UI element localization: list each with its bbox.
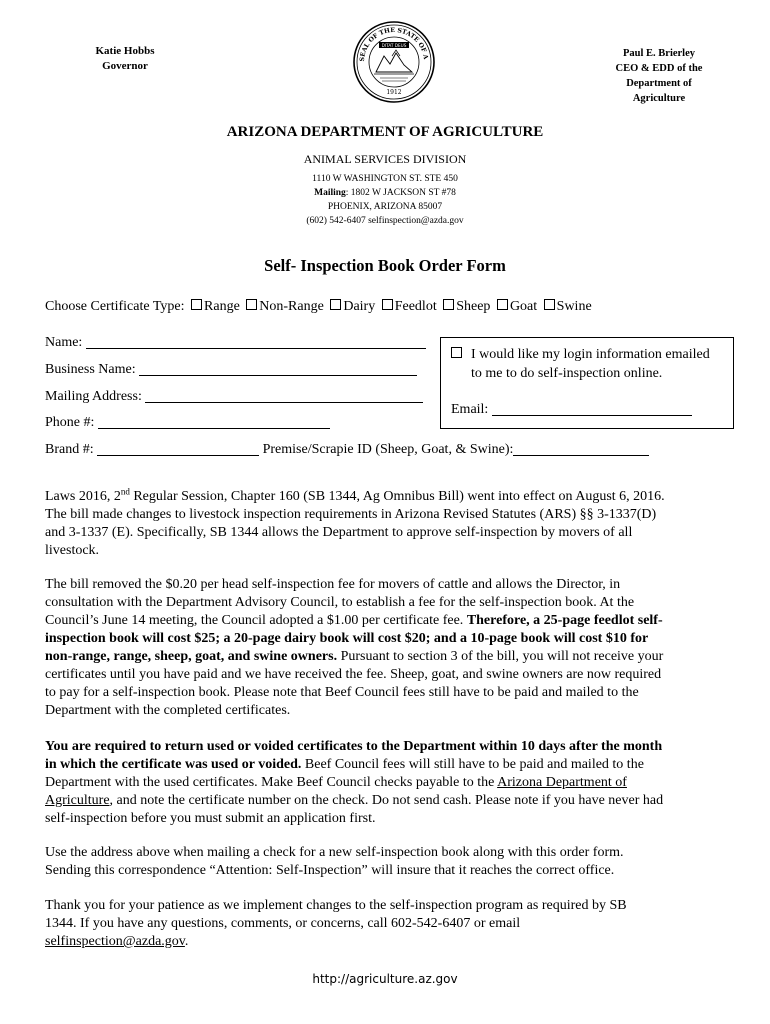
payee-link[interactable]: Arizona Department of <box>497 775 627 790</box>
mailing-address-text: : 1802 W JACKSON ST #78 <box>345 188 456 198</box>
seal-text: SEAL OF THE STATE OF A <box>358 26 429 62</box>
department-title: ARIZONA DEPARTMENT OF AGRICULTURE <box>226 124 544 140</box>
paragraph-fees <box>45 576 735 720</box>
phone-field[interactable] <box>98 415 330 429</box>
checkbox-range[interactable] <box>191 299 202 310</box>
text-line: livestock. <box>45 543 100 558</box>
certificate-type-label: Choose Certificate Type: <box>45 299 189 314</box>
brand-field[interactable] <box>97 442 259 456</box>
seal-banner: DITAT DEUS <box>381 43 407 48</box>
login-request-option <box>451 347 710 363</box>
premise-id-field[interactable] <box>513 442 649 456</box>
bold-text: inspection book will cost $25; a 20-page dairy book will cost $20; and a 10-page book will cost $10 for <box>45 631 649 646</box>
email-link[interactable]: selfinspection@azda.gov <box>45 934 185 949</box>
checkbox-non-range[interactable] <box>246 299 257 310</box>
checkbox-dairy[interactable] <box>330 299 341 310</box>
certificate-type-row <box>45 299 592 315</box>
email-field[interactable] <box>492 402 692 416</box>
street-address: 1110 W WASHINGTON ST. STE 450 <box>312 174 458 184</box>
text-line: and 3-1337 (E). Specifically, SB 1344 allows the Department to approve self-inspection by movers of all <box>45 525 633 540</box>
text-line: Sending this correspondence “Attention: Self-Inspection” will insure that it reaches the correct office. <box>45 863 615 878</box>
paragraph-thanks <box>45 897 735 951</box>
text-line: to pay for a self-inspection book. Please note that Beef Council fees still have to be paid and mailed to the <box>45 685 639 700</box>
text-line: Use the address above when mailing a check for a new self-inspection book along with this order form. <box>45 845 624 860</box>
seal-year: 1912 <box>386 89 402 96</box>
checkbox-label-swine: Swine <box>556 299 592 314</box>
bold-text: in which the certificate was used or voided. <box>45 757 302 772</box>
checkbox-label-feedlot: Feedlot <box>394 299 437 314</box>
brand-label: Brand #: <box>45 442 94 457</box>
login-request-box <box>440 337 734 429</box>
text-line: consultation with the Department Advisory Council, to establish a fee for the self-inspection book. At the <box>45 595 635 610</box>
text-line: The bill made changes to livestock inspection requirements in Arizona Revised Statutes (ARS) §§ 3-1337(D) <box>45 507 657 522</box>
text-line: Pursuant to section 3 of the bill, you will not receive your <box>337 649 664 664</box>
bold-text: You are required to return used or voided certificates to the Department within 10 days after the month <box>45 739 663 754</box>
superscript: nd <box>120 486 130 497</box>
director-title-line: Department of <box>626 78 692 89</box>
email-row <box>451 402 692 418</box>
login-request-text: I would like my login information emailed <box>471 347 710 362</box>
checkbox-label-goat: Goat <box>509 299 538 314</box>
login-request-text-cont: to me to do self-inspection online. <box>471 366 663 381</box>
text-line: Beef Council fees will still have to be paid and mailed to the <box>301 757 644 772</box>
mailing-label: Mailing <box>314 188 346 198</box>
brand-row <box>45 442 649 458</box>
mailing-address-field[interactable] <box>145 389 423 403</box>
text-line: Department with the used certificates. Make Beef Council checks payable to the <box>45 775 498 790</box>
text-line: Council’s June 14 meeting, the Council adopted a $1.00 per certificate fee. <box>45 613 467 628</box>
governor-name: Katie Hobbs <box>95 45 155 57</box>
bold-text: non-range, range, sheep, goat, and swine owners. <box>45 649 338 664</box>
text-line: Department with the completed certificates. <box>45 703 291 718</box>
bold-text: Therefore, a 25-page feedlot self- <box>466 613 663 628</box>
paragraph-laws <box>45 488 735 560</box>
text-line: Thank you for your patience as we implement changes to the self-inspection program as required by SB <box>45 898 627 913</box>
text-line: . <box>184 934 189 949</box>
business-name-row <box>45 362 417 378</box>
director-name: Paul E. Brierley <box>622 48 696 59</box>
payee-link[interactable]: Agriculture <box>45 793 110 808</box>
governor-title: Governor <box>102 60 148 72</box>
text-line: The bill removed the $0.20 per head self-inspection fee for movers of cattle and allows the Director, in <box>45 577 621 592</box>
director-block <box>596 46 722 106</box>
mailing-address <box>0 186 770 200</box>
contact-line: (602) 542-6407 selfinspection@azda.gov <box>306 216 464 226</box>
name-row <box>45 335 426 351</box>
division-name: ANIMAL SERVICES DIVISION <box>303 152 467 166</box>
paragraph-mailing <box>45 844 735 880</box>
text-line: , and note the certificate number on the check. Do not send cash. Please note if you have never had <box>109 793 664 808</box>
mailing-address-label: Mailing Address: <box>45 389 142 404</box>
checkbox-label-dairy: Dairy <box>343 299 376 314</box>
text-line: Laws 2016, 2 <box>45 489 121 504</box>
checkbox-label-sheep: Sheep <box>456 299 491 314</box>
checkbox-swine[interactable] <box>544 299 555 310</box>
name-label: Name: <box>45 335 83 350</box>
form-title: Self- Inspection Book Order Form <box>264 256 506 275</box>
email-label: Email: <box>451 402 489 417</box>
checkbox-sheep[interactable] <box>443 299 454 310</box>
premise-id-label: Premise/Scrapie ID (Sheep, Goat, & Swine): <box>262 442 514 457</box>
governor-block <box>60 44 190 74</box>
text-line: certificates until you have paid and we have received the fee. Sheep, goat, and swine owners are now required <box>45 667 662 682</box>
checkbox-goat[interactable] <box>497 299 508 310</box>
phone-row <box>45 415 330 431</box>
name-field[interactable] <box>86 335 426 349</box>
business-name-field[interactable] <box>139 362 417 376</box>
state-seal-icon <box>352 20 436 104</box>
business-name-label: Business Name: <box>45 362 136 377</box>
director-title-line: CEO & EDD of the <box>615 63 703 74</box>
footer-url[interactable]: http://agriculture.az.gov <box>312 972 458 986</box>
phone-label: Phone #: <box>45 415 95 430</box>
city-line: PHOENIX, ARIZONA 85007 <box>327 202 443 212</box>
director-title-line: Agriculture <box>632 93 686 104</box>
checkbox-feedlot[interactable] <box>382 299 393 310</box>
mailing-address-row <box>45 389 423 405</box>
checkbox-label-non-range: Non-Range <box>259 299 324 314</box>
checkbox-label-range: Range <box>204 299 240 314</box>
text-line: self-inspection before you must submit an application first. <box>45 811 376 826</box>
paragraph-return-certificates <box>45 738 735 828</box>
text-line: 1344. If you have any questions, comments, or concerns, call 602-542-6407 or email <box>45 916 521 931</box>
text-line: Regular Session, Chapter 160 (SB 1344, Ag Omnibus Bill) went into effect on August 6, 2016. <box>129 489 665 504</box>
login-email-checkbox[interactable] <box>451 347 462 358</box>
